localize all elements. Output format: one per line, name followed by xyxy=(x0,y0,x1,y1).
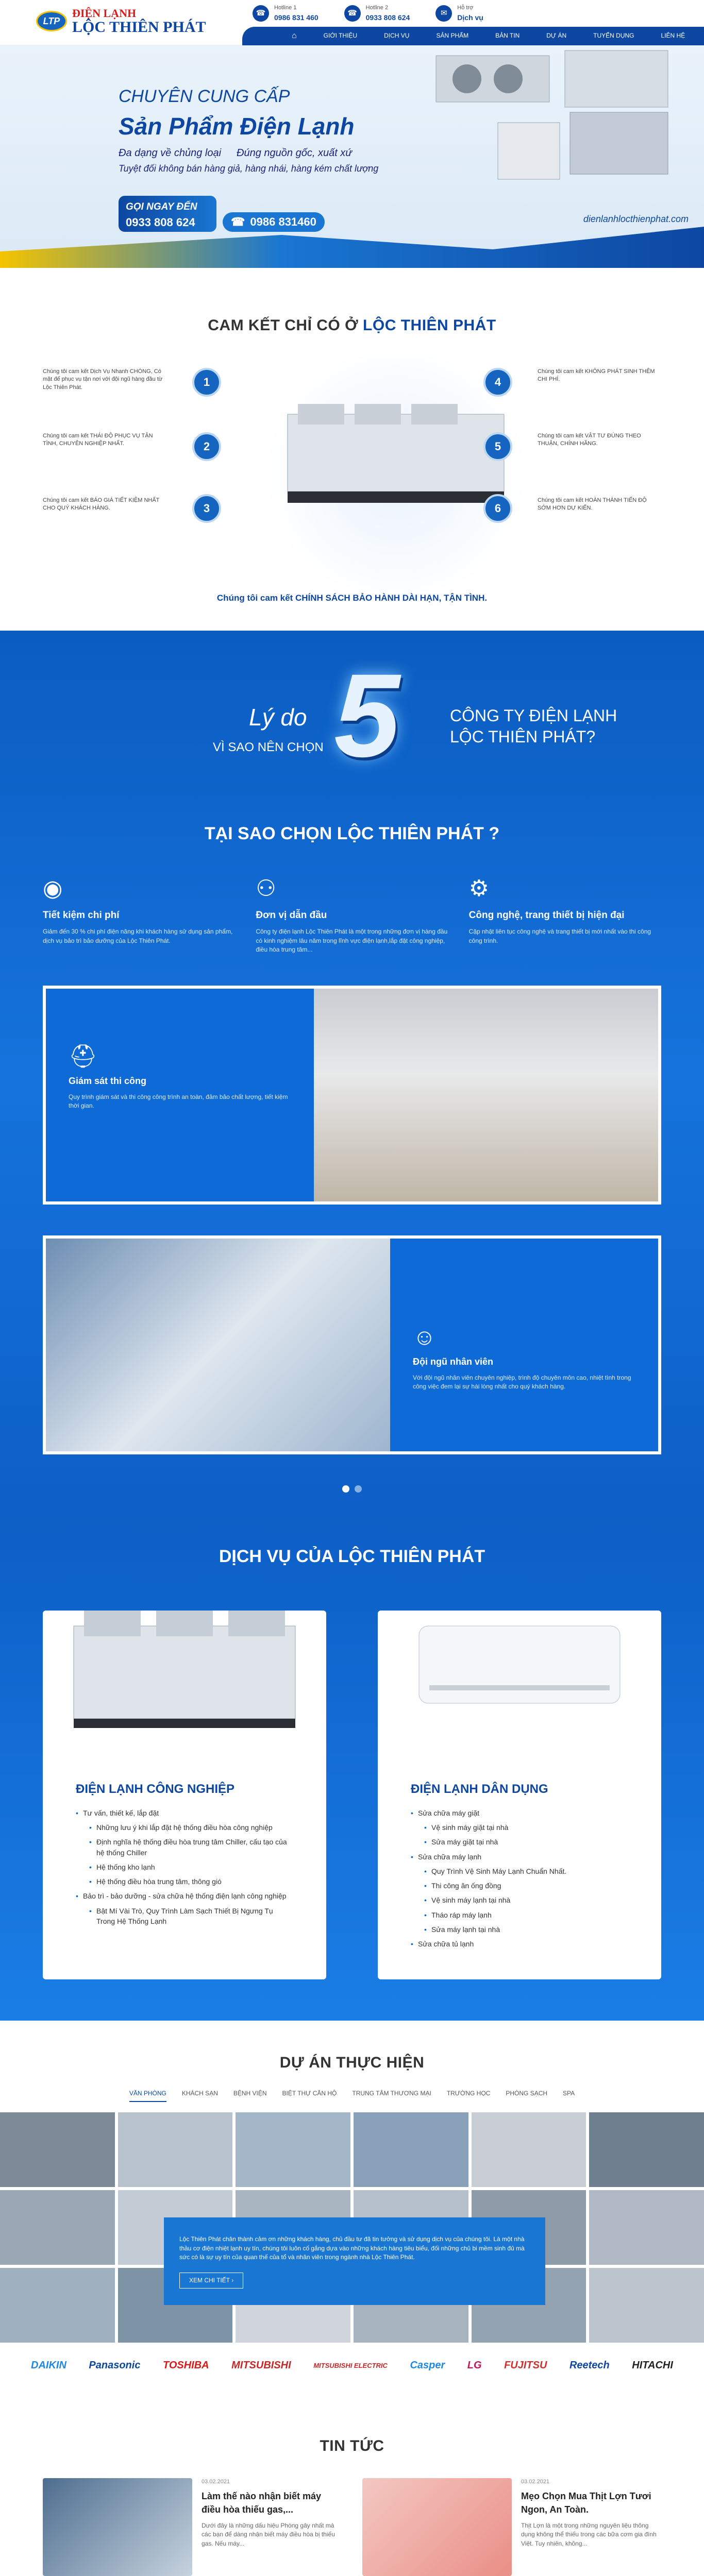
project-tab[interactable]: BỆNH VIỆN xyxy=(233,2090,267,2097)
service-list-item[interactable]: • Những lưu ý khi lắp đặt hệ thống điều hòa công nghiệp xyxy=(76,1822,293,1833)
project-summary-box xyxy=(164,2217,545,2305)
news-excerpt: Dưới đây là những dấu hiệu Phòng gây nhất mà các bạn để dàng nhận biết máy điều hòa bị thiếu gas. Nếu máy... xyxy=(202,2522,335,2547)
reasons-company-2: LỘC THIÊN PHÁT? xyxy=(450,727,596,747)
reasons-company-1: CÔNG TY ĐIỆN LẠNH xyxy=(450,706,617,725)
project-summary-text: Lộc Thiên Phát chân thành cảm ơn những khách hàng, chủ đầu tư đã tin tưởng và sử dụng dịch vụ của chúng tôi. Là một nhà thầu cơ điện nhiệt lạnh uy tín, chúng tôi luôn cố gắng dựa vào những khách hàng tiêu biểu, đối những chủ bi mềm sinh đủ mà sức có là sự uy tín của quan thế của tổ và nhân viên trong ngành nhà Lộc Thiên Phát. xyxy=(179,2235,525,2261)
brand-logo: MITSUBISHI ELECTRIC xyxy=(313,2361,388,2369)
service-list-item[interactable]: • Thi công ăn ống đồng xyxy=(411,1880,628,1891)
reason-text: Cập nhật liên tục công nghệ và trang thiết bị mới nhất vào thi công công trình. xyxy=(468,928,651,944)
service-list-item[interactable]: • Sửa chữa máy lạnh xyxy=(411,1852,628,1862)
hero-wave-decor xyxy=(0,227,704,268)
slider-dot[interactable] xyxy=(342,1485,349,1493)
home-icon: ⌂ xyxy=(292,31,297,41)
hotline-2-number: 0933 808 624 xyxy=(365,13,410,22)
news-card[interactable] xyxy=(362,2478,661,2576)
hero-call-box[interactable] xyxy=(119,196,216,232)
commitment-section xyxy=(0,268,704,631)
project-detail-button[interactable]: XEM CHI TIẾT › xyxy=(179,2273,243,2289)
project-photo[interactable] xyxy=(472,2112,586,2187)
hero-line-3: Tuyệt đối không bán hàng giả, hàng nhái, hàng kém chất lượng xyxy=(119,163,379,174)
commitment-number: 1 xyxy=(192,368,221,397)
hero-phone-1: 0933 808 624 xyxy=(126,215,195,229)
support-label: Hỗ trợ xyxy=(457,5,474,11)
project-photo[interactable] xyxy=(589,2112,704,2187)
commitment-item xyxy=(538,368,661,384)
service-list-item[interactable]: • Hệ thống điều hòa trung tâm, thông gió xyxy=(76,1876,293,1887)
service-card-industrial xyxy=(43,1611,326,1979)
project-tab[interactable]: PHÒNG SẠCH xyxy=(506,2090,548,2097)
services-section xyxy=(0,1523,704,2021)
reason-text: Giảm đến 30 % chi phí điện năng khi khách hàng sử dụng sản phẩm, dịch vụ bảo trì bảo dưỡng của Lộc Thiên Phát. xyxy=(43,928,233,944)
nav-item[interactable]: DỊCH VỤ xyxy=(384,32,410,40)
reason-card-heading: Đội ngũ nhân viên xyxy=(413,1356,493,1367)
hotline-1-label: Hotline 1 xyxy=(274,5,297,11)
reasons-title: TẠI SAO CHỌN LỘC THIÊN PHÁT ? xyxy=(204,823,500,843)
brand-logo: LG xyxy=(467,2360,482,2371)
service-list-item[interactable]: • Hệ thống kho lạnh xyxy=(76,1862,293,1872)
gear-tech-icon: ⚙ xyxy=(468,875,490,901)
hotline-1-number: 0986 831 460 xyxy=(274,13,319,22)
reasons-big-five: 5 xyxy=(334,649,400,782)
project-photo[interactable] xyxy=(354,2112,468,2187)
nav-item[interactable]: DỰ ÁN xyxy=(546,32,567,40)
project-photo[interactable] xyxy=(118,2112,233,2187)
brand-logo: FUJITSU xyxy=(504,2360,547,2371)
services-title: DỊCH VỤ CỦA LỘC THIÊN PHÁT xyxy=(219,1546,485,1566)
project-photo[interactable] xyxy=(0,2112,115,2187)
reason-card-heading: Giám sát thi công xyxy=(69,1075,147,1086)
project-tab[interactable]: VĂN PHÒNG xyxy=(129,2089,166,2102)
service-list-item[interactable]: • Bảo trì - bảo dưỡng - sửa chữa hệ thống điện lạnh công nghiệp xyxy=(76,1891,293,1901)
project-tab[interactable]: SPA xyxy=(563,2090,575,2097)
reason-card-supervision xyxy=(43,986,661,1205)
service-list xyxy=(411,1808,628,1950)
service-list-item[interactable]: • Sửa chữa tủ lạnh xyxy=(411,1939,628,1949)
nav-home[interactable] xyxy=(278,30,310,42)
reason-item xyxy=(469,877,661,955)
hotline-2[interactable] xyxy=(344,4,410,23)
brand-logo: DAIKIN xyxy=(31,2360,66,2371)
phone-icon: ☎ xyxy=(253,5,269,22)
commitment-title-b: LỘC THIÊN PHÁT xyxy=(363,317,496,334)
main-nav xyxy=(242,27,704,45)
commitment-note: Chúng tôi cam kết CHÍNH SÁCH BẢO HÀNH DÀI HẠN, TẬN TÌNH. xyxy=(216,592,488,603)
nav-item[interactable]: TUYỂN DỤNG xyxy=(593,32,634,40)
news-title: TIN TỨC xyxy=(320,2437,384,2455)
piggy-bank-icon: ◉ xyxy=(43,875,63,901)
commitment-item xyxy=(43,497,166,513)
brand-logo: Panasonic xyxy=(89,2360,141,2371)
projects-section xyxy=(0,2021,704,2415)
commitment-number: 3 xyxy=(192,494,221,523)
service-list-item[interactable]: • Sửa máy lạnh tại nhà xyxy=(411,1924,628,1935)
reason-heading: Công nghệ, trang thiết bị hiện đại xyxy=(468,909,625,921)
news-image xyxy=(43,2478,192,2576)
worker-icon: ☺ xyxy=(413,1324,436,1350)
project-tab[interactable]: KHÁCH SẠN xyxy=(181,2090,218,2097)
supervision-photo xyxy=(314,989,658,1201)
commitment-item xyxy=(538,497,661,513)
industrial-chiller-image xyxy=(53,1590,316,1744)
service-list-item[interactable]: • Sửa máy giặt tại nhà xyxy=(411,1837,628,1847)
supervision-icon: ⛑ xyxy=(69,1043,97,1069)
hotline-1[interactable] xyxy=(253,4,319,23)
hero-phone-2-pill[interactable] xyxy=(223,212,325,232)
commitment-title-a: CAM KẾT CHỈ CÓ Ở xyxy=(208,317,359,334)
split-ac-image xyxy=(388,1590,651,1744)
commitment-text: Chúng tôi cam kết Dịch Vụ Nhanh CHÓNG, Có mặt để phục vụ tận nơi với đội ngũ hàng đầu từ Lộc Thiên Phát. xyxy=(43,368,163,391)
reason-card-text: Với đội ngũ nhân viên chuyên nghiệp, trình độ chuyên môn cao, nhiệt tình trong công việc đem lại sự hài lòng nhất cho quý khách hàng. xyxy=(413,1374,631,1390)
project-photo[interactable] xyxy=(589,2190,704,2265)
project-tab[interactable]: BIỆT THỰ CĂN HỘ xyxy=(282,2090,337,2097)
news-section xyxy=(0,2414,704,2576)
commitment-number: 4 xyxy=(483,368,512,397)
service-list-item[interactable]: • Bật Mí Vài Trò, Quy Trình Làm Sạch Thiết Bị Ngưng Tụ Trong Hệ Thống Lạnh xyxy=(76,1906,293,1927)
logo-badge: LTP xyxy=(36,11,67,31)
commitment-item xyxy=(538,432,661,449)
support-value: Dịch vụ xyxy=(457,13,483,22)
project-tab[interactable]: TRƯỜNG HỌC xyxy=(446,2090,491,2097)
service-title: ĐIỆN LẠNH DÂN DỤNG xyxy=(411,1782,548,1796)
hero-phone-2: 0986 831460 xyxy=(250,215,316,229)
news-headline[interactable]: Làm thế nào nhận biết máy điều hòa thiếu gas,... xyxy=(202,2490,322,2515)
news-excerpt: Thịt Lợn là một trong những nguyên liệu thông dụng không thể thiếu trong các bữa cơm gia đình Việt. Tuy nhiên, không... xyxy=(521,2522,657,2547)
phone-icon: ☎ xyxy=(344,5,361,22)
brand-logo: HITACHI xyxy=(632,2360,673,2371)
service-list-item[interactable]: • Quy Trình Vệ Sinh Máy Lạnh Chuẩn Nhất. xyxy=(411,1866,628,1876)
commitment-text: Chúng tôi cam kết THÁI ĐỘ PHỤC VỤ TẬN TÌNH, CHUYÊN NGHIỆP NHẤT. xyxy=(43,432,153,447)
news-date: 03.02.2021 xyxy=(202,2478,230,2485)
reason-card-staff xyxy=(43,1235,661,1454)
project-photo[interactable] xyxy=(589,2268,704,2343)
nav-item[interactable]: SẢN PHẨM xyxy=(436,32,469,40)
service-list-item[interactable]: • Định nghĩa hệ thống điều hòa trung tâm Chiller, cấu tạo của hệ thống Chiller xyxy=(76,1837,293,1858)
hero-website: dienlanhlocthienphat.com xyxy=(583,213,689,224)
hero-title: Sản Phẩm Điện Lạnh xyxy=(119,113,355,140)
project-tabs xyxy=(0,2089,704,2102)
nav-item[interactable]: LIÊN HỆ xyxy=(661,32,685,40)
commitment-text: Chúng tôi cam kết KHÔNG PHÁT SINH THÊM CHI PHÍ. xyxy=(538,368,655,383)
brand-logos xyxy=(0,2353,704,2394)
reason-card-text: Quy trình giám sát và thi công công trình an toàn, đảm bảo chất lượng, tiết kiệm thời gian. xyxy=(69,1093,288,1109)
brand-logo: TOSHIBA xyxy=(162,2360,209,2371)
service-list-item[interactable]: • Tư vấn, thiết kế, lắp đặt xyxy=(76,1808,293,1818)
news-headline[interactable]: Mẹo Chọn Mua Thịt Lợn Tươi Ngon, An Toàn. xyxy=(521,2490,651,2515)
slider-dots xyxy=(43,1485,661,1493)
reason-item xyxy=(43,877,235,955)
support-icon: ✉ xyxy=(435,5,452,22)
service-list-item[interactable]: • Sửa chữa máy giặt xyxy=(411,1808,628,1818)
hero-banner xyxy=(0,45,704,268)
service-list xyxy=(76,1808,293,1927)
brand-logo: Reetech xyxy=(569,2360,610,2371)
commitment-item xyxy=(43,368,166,393)
site-header xyxy=(0,0,704,45)
hotline-2-label: Hotline 2 xyxy=(365,5,389,11)
service-title: ĐIỆN LẠNH CÔNG NGHIỆP xyxy=(76,1782,235,1796)
service-list-item[interactable]: • Tháo ráp máy lạnh xyxy=(411,1910,628,1920)
commitment-item xyxy=(43,432,166,449)
logo-line1: ĐIỆN LẠNH xyxy=(72,7,137,20)
brand-logo: MITSUBISHI xyxy=(231,2360,291,2371)
service-list-item[interactable]: • Vệ sinh máy lạnh tại nhà xyxy=(411,1895,628,1905)
news-date: 03.02.2021 xyxy=(521,2478,550,2485)
phone-icon: ☎ xyxy=(231,215,245,229)
network-icon: ⚇ xyxy=(256,875,276,901)
news-card[interactable] xyxy=(43,2478,342,2576)
hero-call-label: GỌI NGAY ĐẾN xyxy=(126,201,197,213)
nav-item[interactable]: BẢN TIN xyxy=(495,32,520,40)
service-card-residential xyxy=(378,1611,661,1979)
hero-equipment-illustration xyxy=(415,45,683,205)
project-photo[interactable] xyxy=(236,2112,350,2187)
commitment-text: Chúng tôi cam kết HOÀN THÀNH TIẾN ĐỘ SỚM HƠN DỰ KIẾN. xyxy=(538,497,647,512)
project-tab[interactable]: TRUNG TÂM THƯƠNG MẠI xyxy=(352,2090,431,2097)
reason-heading: Đơn vị dẫn đầu xyxy=(256,909,327,921)
commitment-number: 5 xyxy=(483,432,512,461)
reasons-vi-sao: VÌ SAO NÊN CHỌN xyxy=(213,740,324,754)
news-image xyxy=(362,2478,512,2576)
commitment-text: Chúng tôi cam kết BÁO GIÁ TIẾT KIỆM NHẤT CHO QUÝ KHÁCH HÀNG. xyxy=(43,497,160,512)
brand-logo: Casper xyxy=(410,2360,445,2371)
support-service[interactable] xyxy=(435,4,483,23)
reasons-section xyxy=(0,631,704,1523)
project-photo[interactable] xyxy=(0,2268,115,2343)
reason-text: Công ty điện lạnh Lộc Thiên Phát là một trong những đơn vị hàng đầu có kinh nghiệm lâu năm trong lĩnh vực điện lạnh,lắp đặt công nghiệp, điều hòa trung tâm... xyxy=(256,928,448,954)
nav-item[interactable]: GIỚI THIỆU xyxy=(323,32,358,40)
commitment-number: 2 xyxy=(192,432,221,461)
service-list-item[interactable]: • Vệ sinh máy giặt tại nhà xyxy=(411,1822,628,1833)
slider-dot[interactable] xyxy=(355,1485,362,1493)
reason-item xyxy=(256,877,448,955)
projects-title: DỰ ÁN THỰC HIỆN xyxy=(279,2054,425,2071)
site-logo[interactable] xyxy=(36,7,206,36)
staff-photo xyxy=(46,1239,390,1451)
reasons-ly-do: Lý do xyxy=(249,703,307,731)
commitment-number: 6 xyxy=(483,494,512,523)
commitment-text: Chúng tôi cam kết VẬT TƯ ĐÚNG THEO THUẬN, CHÍNH HÃNG. xyxy=(538,432,641,447)
reason-heading: Tiết kiệm chi phí xyxy=(43,909,120,921)
commitment-title xyxy=(0,314,704,337)
hero-line-1: Đa dạng về chủng loại xyxy=(119,147,222,159)
hero-supertitle: CHUYÊN CUNG CẤP xyxy=(119,87,290,106)
hero-line-2: Đúng nguồn gốc, xuất xứ xyxy=(237,147,352,159)
project-photo[interactable] xyxy=(0,2190,115,2265)
logo-line2: LỘC THIÊN PHÁT xyxy=(72,19,206,36)
